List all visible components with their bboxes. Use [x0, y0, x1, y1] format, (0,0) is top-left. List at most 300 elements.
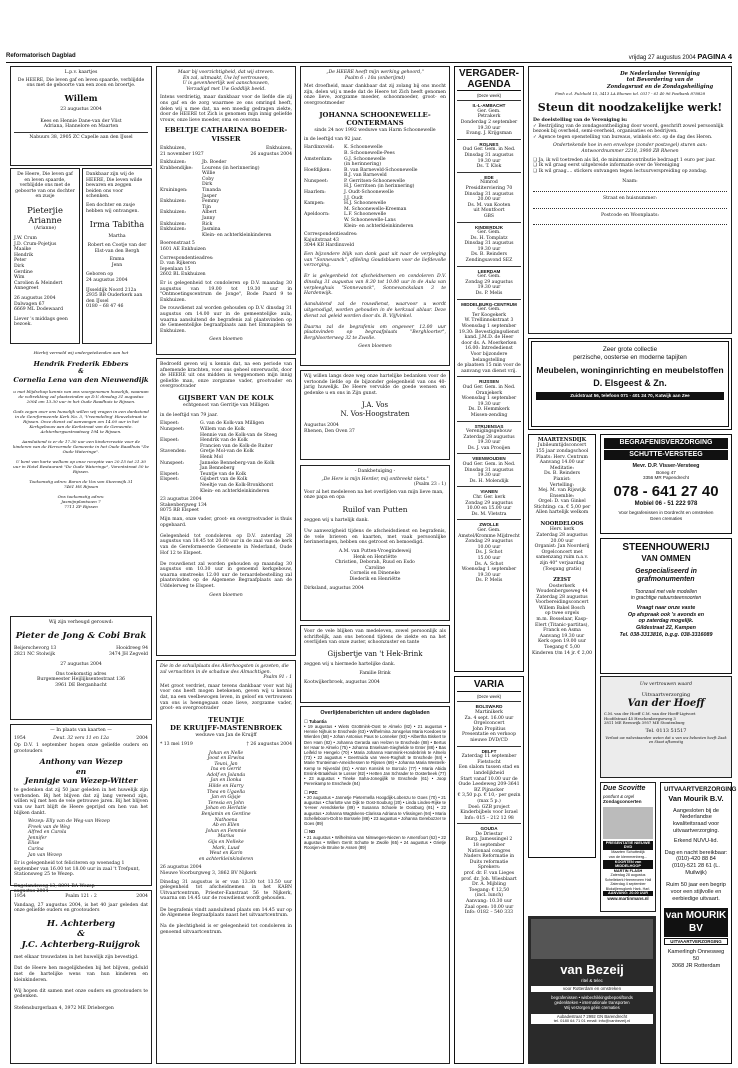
ad-body: De Heere, Die leven gaf en leven spaarde, verblijdde ons met de geboorte van ons dochter en zusje — [15, 172, 75, 200]
family-place: Nunspeet: — [304, 178, 329, 184]
family-member: Jasper — [202, 193, 217, 199]
source-label: ☐ Tubantia — [304, 718, 327, 724]
funeral-info: Een bijzondere blijk van dank gaat uit naar de verpleging van "Sonnevanck", afdeling Goudsblaem voor de liefdevolle verzorging. Er is gelegenheid tot afscheidnemen en condoleren D.V. dinsdag 31 augustus van 8.30 tot 10.00 uur in de Aula van verpleeghuis "Sonnevanck", Sonnevanckslaan 3 te Hardenwijk. Aansluitend zal de rouwdienst, waarvoor u wordt uitgenodigd, worden gehouden in de kerkzaal ablaar. Deze dienst zal geleid worden door ds. B. Vijfvinkel. Daarna zal de begrafenis om ongeveer 12.00 uur plaatsvinden op begraafplaats "Berghloorter", Berghloorterweg 32 te Zwolle. — [304, 252, 446, 341]
family-member: Jb. Boeder — [202, 160, 227, 166]
family-place: Elspeet: — [160, 471, 179, 477]
ad-title: Due Scovitte — [603, 785, 646, 792]
scripture-ref: Deut. 32 vers 11 en 12a — [53, 735, 109, 741]
goal-point: ✓ Agence tegen openstelling van bureaus, winkels etc. op de dag des Heren. — [533, 134, 713, 140]
agenda-entry — [457, 701, 521, 745]
source-label: ☐ ND — [304, 829, 316, 835]
entry-details: Zaterdag 11 september Fietstocht — [461, 754, 517, 765]
event-date: Zaterdag 4 september Blokzijlerrugkerk Hark. Harl. — [605, 882, 651, 891]
deceased-name: EBELTJE CATHARINA BOEDER-VISSER — [164, 126, 288, 143]
child-name: Willem — [64, 92, 98, 103]
address: 23 augustus 2004 Stakenbergweg 134 8075 RB Elspeet — [160, 497, 207, 514]
ad-subtitle: Zondagconcerten — [603, 798, 642, 804]
entry-place: BOLSWARD — [475, 704, 503, 710]
entry-details: De Driestar Burg. Jamessingel 2 18 september Nationaal congres Naders Reformatie in Duits reformatie Sprekers: prof. dr. F. van Lieges prof. dr. Joh. Wiesblaart Dr. A. Mijbling Toegang: € 12,50 (incl. lunch) Aanvang: 10.30 uur Zaal open: 10.00 uur Info: 0182 – 540 333 — [461, 831, 517, 916]
obituary-schoonewelle — [300, 66, 450, 366]
deceased-name: GIJSBERT VAN DE KOLK — [178, 393, 274, 402]
ad-line-2: perzische, oosterse en moderne tapijten — [573, 353, 687, 361]
services: begrafenissen • wisbechikkingsbeposiftonds gedenkteken • internationale transporten Wij verzorgen géén crematies — [551, 994, 633, 1010]
ad-body: Voor al het medeleven na het overlijden van mijn lieve man, onze papa en opa — [304, 489, 444, 501]
scripture-ref: Psalm 121 : 2 — [65, 894, 97, 899]
ampersand: & — [78, 368, 84, 376]
family-place: Elspeet: — [160, 477, 179, 483]
address: Nabuurs 38, 2905 ZC Capelle aan den IJssel — [29, 134, 133, 140]
family-place: Haarlem: — [304, 190, 326, 196]
business-type: Uitvaartverzorging — [641, 691, 691, 698]
anniversary-achterberg — [10, 890, 152, 1064]
obituaries-other-papers — [300, 706, 450, 1064]
family-member: M. Schoonewelle-Kreeman — [344, 206, 407, 212]
couple-names: J.A. Vos N. Vos-Hoogstraten — [340, 401, 410, 418]
family-member: Hennie van de Kolk-van de Steeg — [200, 432, 278, 438]
family-list: Johan en Nelle Joost en Erwina Teuni, Jan Ina en Gerrit Adolf en Jolanda Jan en Ilonka Hilde en Harry Thea en Ugaella Jan en Gijsje Teresia en John Johan en Herlatie Benjamin en Gerdine Nathoena Ab en Ellen Johan en Femmie Marius Gijs en Nelleke Mark, Luud Weut en Karin en achterkleinkinderen — [198, 750, 254, 862]
agenda-entry — [457, 299, 521, 377]
ad-text: Toonzaal met vele modellen in grachtige natuursteensoorten — [630, 589, 702, 602]
siblings: Emma Jenn — [109, 257, 125, 268]
scripture: „De HEERE heeft mijn werking gehoord," Psalm 6 : 10a (onberijmd) — [326, 70, 424, 81]
family-member: Femmy — [202, 199, 219, 205]
varia — [454, 676, 524, 1064]
bride-name: Cornelia Lena van den Nieuwendijk — [13, 375, 149, 384]
family-member: Janny — [202, 216, 216, 222]
family-member: G. van de Kolk-van Milligen — [200, 421, 265, 427]
newspaper-name: Reformatorisch Dagblad — [6, 53, 76, 59]
family-table — [160, 160, 292, 238]
entry-details: Ger. Gem. Amstel/Kromme Mijdrecht Zondag 29 augustus 10.00 uur Ds. J. Schot 15.00 uur Ds. A. Schot Woensdag 1 september 19.30 uur Ds. P. Melis — [458, 528, 520, 584]
entry-details: Ger. Gem. Ter Koogekerk W. Trellinnokstraat 3 Woensdag 1 september 19.30: Bevestigingsdienst kand. J.M.D. de Heer door ds. A. Moerkerken 16.00: Intrededienst Voor bijzondere belangstelling de plaatsen 15 min voor de aanvang van dienst vrij. — [457, 307, 521, 374]
ad-steenhouwerij — [600, 538, 732, 674]
ad-headline: Steun dit noodzakelijke werk! — [537, 100, 723, 114]
ad-body: Intens verdrietig, maar dankbaar voor de liefde die zij ons gaf en de zorg waarmee ze ons omringd heeft, delen wij u mee dat, na een moedig gedragen ziekte, door de HEERE tot Zich is genomen mijn innig geliefde vrouw, onze lieve moeder, oma en overoma — [160, 95, 292, 123]
ad-text: zeggen wij u hiermede hartelijke dank. — [304, 662, 396, 668]
ad-note: — In plaats van kaarten — — [50, 728, 112, 733]
family-member: Rick — [202, 221, 213, 227]
family-member: Teuntje van de Kolk — [200, 471, 246, 477]
membership: Erkend NUVU-lid. — [673, 837, 719, 844]
scripture: Die in de schuilplaats des Allerhoogsten is gezeten, die zal vernachten in de schaduw des Almachtigen. — [160, 664, 289, 675]
ad-elsgeest — [528, 338, 732, 430]
family-place: Enkhuizen: — [160, 160, 187, 166]
family-place: Elspeet: — [160, 438, 179, 444]
ad-body: De HEERE, Die leven gaf en leven spaarde, verblijdde ons met de geboorte van een zoon en broertje. — [17, 77, 145, 89]
family-member: Henk Mol — [200, 455, 223, 460]
start-time: AANVANG: 20.00 UUR — [603, 891, 653, 896]
family-place — [304, 224, 342, 230]
deceased-name: JOHANNA SCHOONEWELLE-CONTERMANS — [319, 110, 431, 127]
ad-contact: Vraagt naar onze vaste Op afspraak ook 's avonds en op zaterdag mogelijk. Gildestraat 22, Kampen Tel. 038-3313816, b.g.g. 038-3316089 — [619, 605, 713, 638]
groom-name: Hendrik Frederik Ebbers — [33, 359, 129, 368]
ad-zondagsrust — [528, 66, 732, 334]
checkbox-info[interactable]: ❏ Ik wil graag eerst uitgebreide informatie over de Vereniging — [533, 163, 680, 169]
family-list: J.W. Crum J.D. Crum-Pojetjus Maaike Hendrik Peter Dirk Gerdine Wim Carolien & Meindert Annegreet — [14, 236, 63, 292]
entry-details: Oud Ger. Gem. in Ned. Dinsdag 31 augustus 19.30 uur Ds. T. Klok — [462, 147, 516, 170]
varia-title: VARIA — [457, 679, 521, 692]
wedding-dejong — [10, 616, 152, 720]
ad-tagline: voor Rotterdam en omstreken — [531, 986, 653, 991]
ad-body: Voor de vele blijken van medeleven, zowel persoonlijk als schriftelijk, aan ons betoond tijdens de ziekte en na het overlijden van onze zuster, schoonzuster en tante — [304, 629, 446, 646]
future-address: Ons toekomstig adres Burgemeester Heijlijksentestraat 136 3961 DE Berganhacht — [37, 671, 125, 689]
family-member: H.J. Schoonewelle — [344, 201, 387, 207]
ad-text: met elkaar trouwdaten in het huwelijk zijn bevestigd. Dat de Heere hen mogelijkheden bij het blijven, geduld met de hartelijke wens van hun kinderen en kleinkinderen. Wij hopen dit samen met onze ouders en grootouders te gedenken. Stefensburgerlaan 4, 3972 ME Driebergen — [14, 955, 148, 1011]
varia-list — [457, 701, 521, 917]
event-info: Jubileumtijdsconcert 155 jaar zondagschool Plaats: Herv. Centrum Aanvang 14.00 uur Meditatie: Ds. B. Reinders Pianist: Vertelling: Mej. M. van Rijswijk Ensemble: Orgel: D. van Ginkel Stichting: ca. € 5,00 per Allen hartelijk welkom — [533, 443, 591, 516]
ad-body: Dankbaar zijn wij de HEERE, Die leven wilde bewaren en zeggen beiden ons voor schenken. — [86, 172, 143, 200]
date-address: 26 augustus 2004 Dalwagen 67 6669 ML Dodewaard — [14, 296, 64, 313]
no-flowers: Geen bloemen — [358, 343, 392, 349]
send-to: Ondertekende hoe in een envelope (zonder postzegel) sturen aan: Antwoordnummer 2218, 3900 ZB Rhenen — [553, 143, 707, 155]
family-member: Gijsbert van de Kolk — [200, 477, 248, 483]
family-member: Hendrik van de Kolk — [200, 438, 248, 444]
event-info: Herv. kerk Zaterdag 28 augustus 20.00 uur Organist: Jan Noorderij Orgelconcert met samenzang ruim n.a.v. zijn 40° verjaardag (Toegang gratis) — [534, 527, 590, 572]
family-place: Elspeet: — [160, 421, 179, 427]
family-member: J.J. Oudt — [344, 195, 363, 201]
thanks-vanputten — [300, 465, 450, 621]
entry-place: STRIJENSAS — [474, 423, 504, 429]
age: in de leeftijd van 79 jaar. — [160, 412, 218, 418]
shop-address: Zuidstraat 56, telefoon 071 - 401 24 70, Katwijk aan Zee — [536, 392, 724, 400]
agenda-entry — [457, 139, 521, 172]
wedding-ebbers — [10, 347, 152, 609]
deceased-name: TEUNTJE DE KRUIJFF-MASTENBROEK — [169, 715, 283, 733]
phone: 078 - 641 27 40 — [613, 482, 719, 500]
agenda-entry — [457, 222, 521, 266]
couple-names: Anthony van Wezep en Jennigje van Wezep-Witter — [24, 757, 138, 785]
family-member: B. Schoonewelle-Pees — [344, 150, 395, 156]
obituary-boeder — [156, 66, 296, 355]
ad-text: zeggen wij u hartelijk dank. Uw aanwezigheid tijdens de afscheidsdienst en begrafenis, de vele brieven en kaarten, met vaak persoonlijke herinneringen, hebben ons getroost en bemoedigd. — [304, 518, 446, 546]
contact-name: Mevr. D.P. Visser-Versteeg — [632, 463, 700, 470]
page-header — [6, 52, 732, 63]
ad-note: Wij zijn verheugd gerouwd: — [48, 620, 114, 625]
obituary-list: • 19 augustus • Wiets Grottmink-Oost te Almelo (82) • 21 augustus • Hennie Nijhuis te Enschede (63) • Wilhelmina Jonsgelus Maria Koedoes te Wierden (58) • Johan Antonius Paus te Lonneker (93) • Albertha Biskert te Den Ham (82) • Johanna Gerarda van Helzen te Enschede (88) • Bertus ter Haar te Almelo (75) • Johanna Enselsam-Sieghelde te Enter (88) • Bas Leifeld te Hengelo (70) • Maria Johanna Hammink-Hondebrink te Almelo (73) • 22 augustus • Geertruida van Veen-Rogholt te Enschede (84) • Marie Trunteiman-Ameichessen te Rijssen (69) • Johanna Maria Westerik-Kemp te Nijverdal (81) • Anton Konsink te Borculo (77) • Maria Abida Ensink-Braakhuis te Losser (82) • Hetten Jan Schrader te Oosterbeek (77) • 23 augustus • Tineke Saha-Jonegijlik te Enschede (61) • Joop Perenkamp te Enschede (84) — [304, 723, 446, 787]
business-subtitle: ritel & telec — [581, 977, 603, 983]
family-member: J. Oudt-Schoonewelle — [344, 190, 394, 196]
birth-announcement-arianne — [10, 168, 80, 344]
field-name[interactable] — [533, 186, 727, 192]
field-city-label: Postcode en Woonplaats: — [600, 212, 659, 218]
business-type: BEGRAFENISVERZORGING — [604, 438, 728, 449]
family-place: Apeldoorn: — [304, 212, 330, 218]
address-1: Beijerschevorg 13 2821 NC Stolwijk — [14, 646, 57, 657]
scripture: „De Here is mijn Herder, mij ontbreekt niets." — [321, 476, 429, 482]
agenda-entry — [457, 486, 521, 519]
year-end: 2004 — [136, 894, 148, 899]
family-member: Tijn — [202, 204, 211, 210]
family-member: Albert — [202, 210, 217, 216]
date-place: Kootwijkerbroek, augustus 2004 — [304, 679, 380, 685]
family-member: W. Schoonewelle-Lans — [344, 218, 396, 224]
entry-place: VIANEN — [480, 489, 498, 495]
birth: Enkhuizen, 21 november 1927 — [160, 145, 204, 157]
entry-place: LEERDAM — [477, 268, 501, 274]
agenda-title: VERGADER- AGENDA — [458, 68, 519, 90]
ad-concerts-dvd — [600, 782, 656, 912]
family-member: L.F. Schoonewelle — [344, 212, 387, 218]
ad-text: te gedenken dat zij 50 jaar geleden in het huwelijk zijn verbonden. Bij het blijven dat zij lang vereend zijn, willen wij met hen de vele getrouwe jaren. Bij het blijven van uw hart blijft de Heere geprijsd om hen van het blijken dankt. — [14, 788, 148, 816]
ad-footer: Voor begrafenissen in Dordrecht en omstreken Geen crematies — [618, 510, 714, 522]
website[interactable]: www.martinmans.nl — [607, 895, 649, 901]
agenda-list — [457, 100, 521, 586]
agenda-entry — [457, 266, 521, 299]
family-place: Stavenden: — [160, 449, 187, 455]
family-member: Francien van de Kolk-de Ruiter — [200, 443, 273, 449]
field-street[interactable] — [533, 203, 727, 209]
business-name: Van der Hoeff — [627, 697, 705, 709]
entry-details: Ger. Gem. Zondag 29 augustus 19.30 uur Ds. P. Melis — [465, 274, 513, 297]
no-flowers: Geen bloemen — [209, 592, 243, 598]
family-place: Enkhuizen: — [160, 227, 187, 233]
scripture-ref: (Psalm 23 : 1) — [413, 482, 446, 488]
obituary-list: • 20 augustus • Jannetje Pietermella Hoogdijk-Lobenzu te Goes (70) • 21 augustus • Charlotte van Dijk te Oost-Souburg (20) • Linda Lindes-Rijke te 's-Heer Arendskerke (89) • Susanna Schoele te Oostburg (91) • 22 augustus • Johanna Wagtskens-Clarissa Adriana te Vlissingen (94) • Maria Schelleboom-Dolt te Borssele (88) • 23 augustus • Johanna Gerebozzer te Goes (89) — [304, 794, 446, 827]
year-start: 1954 — [14, 735, 26, 741]
birth-date: 23 augustus 2004 — [60, 107, 102, 113]
mobile: Mobiel 06 - 51 222 978 — [634, 501, 698, 508]
family-member: G.J. Schoonewelle — [344, 156, 386, 162]
phone: Dag en nacht bereikbaar: (010)-420 88 84 (010)-521 28 61 (L. Muilwijk) — [664, 849, 728, 877]
child-name: Irma Tabitha — [89, 219, 145, 230]
event-place: NOORDELOOS — [540, 521, 584, 528]
birth-announcement-irma — [82, 168, 152, 344]
agenda-entry — [457, 376, 521, 420]
family-place — [160, 233, 200, 239]
checkbox-stickers[interactable]: ❏ Ik wil graag.... stickers ontvangen tegen lectuurverspreiding op zondag. — [533, 168, 708, 174]
field-street-label: Straat en huisnummer: — [603, 196, 657, 201]
address-2: Hooidreeg 94 3474 JH Zegveld — [108, 646, 148, 657]
birth-announcement-willem — [10, 66, 152, 166]
family: Familie Brink — [359, 670, 391, 676]
business-name: VAN OMMEN — [641, 554, 691, 564]
scripture: Maar bij voorzichtigheid, dat wij streven. En zal, uitmaakt, Uw lof vertrouwen, U is gevenheerlijk wel aanschouwen, Verzadigd met Uw Goddlijk beeld. — [177, 70, 275, 92]
family-place: Nunspeet: — [160, 460, 185, 466]
org-name: De Nederlandse Vereniging tot Bevordering van de Zondagsrust en de Zondagsheiliging — [606, 71, 714, 90]
phone: Tel. 0113 51517 — [645, 727, 687, 734]
agenda-entry — [457, 746, 521, 824]
deceased-name: Ruilof van Putten — [342, 504, 408, 514]
goal-label: De doelstelling van de Vereniging is: — [533, 118, 628, 124]
couple-names: Pieter de Jong & Cobi Brak — [15, 630, 147, 641]
ad-tagline: Gespecialiseerd in grafmonumenten — [635, 567, 697, 584]
entry-details: Verenigingsgebouw Zaterdag 28 augustus 19.30 uur Ds. J. van Prooijen — [463, 429, 515, 451]
entry-place: II.-L-AMBACHT — [472, 103, 506, 109]
photo — [531, 919, 653, 959]
family-member: K. Schoonewelle — [344, 145, 383, 151]
entry-place: DELFT — [481, 748, 497, 754]
death: Enkhuizen, 26 augustus 2004 — [250, 145, 292, 157]
family-member: Willem van de Kolk — [200, 427, 245, 433]
ad-body: Vandaag, 27 augustus 2004, is het 40 jaar geleden dat onze geliefde ouders en grootouders — [14, 902, 148, 914]
entry-place: EDE — [484, 174, 494, 180]
family-place: Enkhuizen: — [160, 210, 187, 216]
ad-footer: Er is gelegenheid tot feliciteren op woensdag 1 september van 16.00 tot 18.00 uur in zaal 't Trefpunt, Stationsweg 25 te Wezep. Engelandsweg 13, 8091 BA Wezep augustus 2004 — [14, 861, 140, 895]
agenda-entry — [457, 100, 521, 139]
address: Correspondentieadres: Kajuitstraat 43 3044 KB Hardinxveld — [304, 232, 358, 249]
anniversary-vanwezep — [10, 724, 152, 895]
entry-place: MIDDELBURG-CENTRUM — [461, 301, 517, 307]
ad-text: Een dochter en zusje hebben wij ontvangen. — [86, 202, 139, 214]
page-date: vrijdag 27 augustus 2004 PAGINA 4 — [628, 52, 732, 61]
business-name: Van Mourik B.V. — [668, 793, 724, 803]
family-member: Willie — [202, 171, 216, 177]
widow-of: weduwe van Jan de Kruijff — [195, 733, 257, 739]
event-info: Oosterkerk Woudenbergseweg 44 Zaterdag 28 augustus Voorbereidingsconcert Willem Bakel Bosch op twee orgels m.m. Bosselaar, Kasp-Elert (Titanic-partitas), Franck en Asma Aanvang 19.30 uur Kerk open 19.00 uur Toegang € 5,00 Kinderen t/m 14 jr. € 2,00 — [531, 583, 592, 656]
spouse: echtgenoot van Gerritje van Milligen — [183, 403, 269, 409]
family-member: Lourens (in herinnering) — [202, 165, 260, 171]
goal-point: ✓ Bestrijding van de zondagsontheiliging door woord, geschrift zowel persoonlijk bezoek bij overheid, semi-overheid, organisaties en bedrijven. — [533, 123, 724, 135]
ad-body: Bedroefd geven wij u kennis dat, na een periode van afnemende krachten, voor ons geheel onverwacht, door de HEERE uit ons midden is weggenomen mijn innig geliefde man, onze zorgzame vader, grootvader en overgrootvader — [160, 362, 292, 390]
ad-body: Op D.V. 1 september hopen onze geliefde ouders en grootouders — [14, 743, 148, 754]
photo — [603, 807, 653, 839]
ad-line-3: Meubelen, woninginrichting en meubelstoffen — [536, 364, 724, 375]
address: 26 augustus 2004 Nieuwe Voorburgweg 3, 3862 BV Nijkerk — [160, 865, 257, 876]
address: C.M. van der Hoeff C.M. van der Hoeff-Ligtvoet Hoofdstraat 45 Heschenbergseweg 3 2811 ME Reeuwijk 3957 ME Stoutenburg — [604, 710, 696, 726]
family-member: Klein- en achterkleinkinderen — [200, 488, 270, 494]
widow-of: sinds 24 nov 1992 weduwe van Harm Schoonewelle — [314, 128, 436, 134]
family-list: Wezep: Elly van de Weg-van Wezep Freek van de Weg Alfred en Carola Jennifer Elise Carina Jan van Wezep — [28, 819, 110, 858]
condolence-info: Er is gelegenheid tot condoleren op D.V. maandag 30 augustus van 19.00 tot 19.30 uur in "Ontmoetingscentrum de Jonge", Bode Paard 9 te Enkhuizen. — [160, 280, 292, 303]
family-member: Jan Benneberg — [200, 466, 235, 472]
funeral-info: De rouwdienst zal worden gehouden op D.V. dinsdag 31 augustus om 14.00 uur in de gemeentelijke aula, waarna aansluitend de begrafenis zal plaatsvinden op de Gemeentelijke begraafplaats aan het Emmaplein te Enkhuizen. — [160, 306, 292, 334]
funeral-info: Mijn man, onze vader, groot- en overgrootvader is thuis opgebaard. Gelegenheid tot condoleren op D.V. zaterdag 28 augustus van 18.45 tot 20.00 uur in de zaal van de kerk van de Gereformeerde Gemeente in Nederland, Oude Hof 12 te Elspeet. De rouwdienst zal worden gehouden op maandag 30 augustus om 10.30 uur in genoemd kerkgebouw, waarna omstreeks 12.00 uur de teraardebestelling zal plaatsvinden op de Algemene Begraafplaats aan de Uddelerweg te Elspeet. — [160, 516, 292, 590]
family-member: Klein- en achterkleinkinderen — [202, 232, 272, 238]
ad-tagline: Uw vertrouwen waard — [639, 682, 693, 687]
family-member: Janneke Benneberg-van de Kolk — [200, 460, 275, 466]
entry-place: ROLNES — [479, 141, 499, 147]
couple-names: H. Achterberg & J.C. Achterberg-Ruijgrok — [21, 918, 141, 950]
thanks-brink — [300, 625, 450, 703]
family-table — [160, 421, 292, 494]
family-member: Coby — [202, 176, 214, 182]
ad-body: Wij willen langs deze weg onze hartelijke bedanken voor de vertoonde liefde op de bijzonder gelegenheid van ons 40-jarig huwelijk. De Heere vervulde de goede wensen en gedenke u en ons in Zijn gunst. — [304, 374, 446, 396]
field-name-label: Naam: — [622, 179, 638, 185]
ad-footer: Verlaat uw nabestaanden weten dat u van uw bebesten heeft Zaak en Staat afkomstig — [605, 735, 727, 745]
no-flowers: Geen bloemen — [209, 337, 243, 343]
entry-place: VEENWOUDEN — [472, 456, 506, 462]
agenda-entry — [457, 519, 521, 586]
family-member: B.J. van Barneveld — [344, 173, 387, 179]
ad-vanderhoeff — [600, 676, 732, 778]
business-name: SCHUTTE-VERSTEEG — [604, 450, 728, 461]
family-place: Kampen: — [304, 201, 325, 207]
checkbox-member[interactable]: ❏ Ja, ik wil toetreden als lid, de minimumcontributie bedraagt 1 euro per jaar. — [533, 157, 716, 163]
sibling: Martha — [108, 234, 126, 240]
entry-details: Een slalom tussen stad en landelijkheid Start vanaf 10.00 uur de Oude Leedeweg 209-3641 BZ Pijnacker € 3,50 p.p. € 10,- per gezin (max 5 p.) Doel: GZB project Kinderbijbels voor Israel Info: 015 – 212 12 98 — [457, 765, 521, 821]
ad-vanbezeij — [528, 916, 656, 1064]
business-type: UITVAARTVERZORGING — [664, 786, 737, 793]
thanks-vos — [300, 370, 450, 460]
ad-vanmourik — [660, 782, 737, 1064]
deceased-name: Gijsbertje van 't Hek-Brink — [327, 649, 423, 658]
ad-body: Met droefheid, maar dankbaar dat zij zolang bij ons mocht zijn, delen wij u mede dat de Heere tot Zich heeft genomen onze lieve, zorgzame moeder, schoonmoeder, groot- en overgrootmoeder — [304, 84, 446, 106]
ad-banner: PRESENTATIE NIEUWE DVD — [603, 841, 653, 851]
meeting-agenda — [454, 66, 524, 672]
entry-details: Martinikerk Za. 4 sept. 16.00 uur Orgelconcert John Propitius Presentatie en verkoop nieuwe DVD/CD — [461, 710, 517, 743]
event-date: Zaterdag 28 augustus Schellekerk Heerenveen Hall — [604, 873, 652, 882]
date-place: Dirksland, augustus 2004 — [304, 585, 364, 591]
address: Boerenstraat 5 1601 AE Enkhuizen — [160, 241, 206, 252]
family-member: Jasmina — [202, 227, 221, 233]
family-member: Gretje Mol-van de Kolk — [200, 449, 254, 455]
varia-subtitle: (Deze week) — [476, 694, 502, 700]
org-address: Fimh e.d. Fulcheld 15, 3413 LA Rhenen tel. 0317 - 61 40 96 Postbank 878828 — [554, 91, 706, 97]
entry-details: Ger. Gem. Petrakerk Donderdag 2 september 19.30 uur Evang. J. Krijgsman — [460, 108, 518, 137]
family-member: Tinanda — [202, 188, 221, 194]
entry-place: GOUDA — [480, 826, 498, 832]
entry-details: Nimrod Presiditerviering 70 Dinsdag 31 augustus 20.00 uur Ds. M. van Kooten uit Montfoort GBS — [464, 180, 514, 219]
entry-details: Chr. Ger. kerk Zondag 29 augustus 10.00 en 15.00 uur Ds. M. Vletstra — [465, 495, 513, 517]
family-member: Dirk — [202, 182, 213, 188]
visit-note: Liever 's middags geen bezoek. — [14, 316, 68, 328]
address: Aubadestraat 7 2992 GN Barendrecht — [531, 1014, 653, 1019]
family-place: Hoefdijken: — [304, 167, 332, 173]
family-member: B. van Barneveld-Schoonewelle — [344, 167, 418, 173]
ad-banner: KOORTEN van MIDDELHOOP — [603, 860, 653, 869]
funeral-info: Dinsdag 31 augustus is er van 13.30 tot 13.50 uur gelegenheid tot afscheidnemen in het KABN Uitvaartcentrum, Priester-Eanstraat 56 te Nijkerk, waarna om 14.45 uur de rouwdienst wordt gehouden. De begrafenis vindt aansluitend plaats om 14.45 uur op de Algemene Begraafplaats naast het uitvaartcentrum. Na de plechtigheid is er gelegenheid tot condoleren in genoemd uitvaartcentrum. — [160, 879, 292, 935]
wedding-date: 27 augustus 2004 — [60, 662, 102, 668]
death: † 26 augustus 2004 — [246, 741, 292, 747]
family-member: (in herinnering) — [344, 162, 382, 168]
logo-subtitle: UITVAARTVERZORGING — [664, 938, 728, 945]
birth-date: Geboren op 24 augustus 2004 — [86, 272, 128, 283]
ad-body: u met blijdschap kennis van ons voorgenomen huwelijk, waaraan de voltrekking zal plaatsvinden op D.V. dinsdag 31 augustus 2004 om 13.30 uur in het Oude Raadhuis te Rijssen. Gods zegen over ons huwelijk willen wij vragen in een dankstond in de Gereformeerde Kerk No. 3, 'Vreemdeling' Heuvelstraat te Rijssen. Onze dienst zal aanvangen om 14.00 uur in het Kerkgebouw aan de Kerkstraat van de Gemeente. Achterbergsestraatweg 194 te Rijssen. Aansluitend is er de 17.30 uur een kindercreatie voor de kinderen van de Hervormde Gemeente in het Oude Raadhuis "De Oude Wateringe". U bent van harte welkom op onze receptie van 20.15 tot 21.30 uur in Hotel Restaurant "De Oude Wateringe", Vorentstraat 50 te Rijssen. Toekomstig adres: Baron de Vos van Steenwijk 31 7461 HS Rijssen Ons toekomstig adres: Jasmijnplantsoen 7 7711 ZP Rijssen — [13, 388, 149, 509]
shop-name: D. Elsgeest & Zn. — [593, 378, 667, 389]
entry-details: Oud Ger. Gem. in Ned. Dinsdag 31 augustus 19.30 uur Ds. H. Molendijk — [462, 462, 516, 484]
source-label: ☐ PZC — [304, 789, 318, 795]
scripture-ref: Psalm 91 : 1 — [263, 675, 292, 681]
family-member: H.J. Gerritsen (in herinnering) — [344, 184, 415, 190]
ad-subtitle: pontfunt & orgel — [603, 793, 635, 799]
family-member: Neeltje van de Kolk-Bronkhorst — [200, 482, 274, 488]
agenda-entry — [457, 172, 521, 222]
entry-place: ZWOLLE — [479, 522, 499, 528]
obituary-list: • 21 augustus • Wilhelmina van Nimwegen-Niezen te Amersfoort (62) • 22 augustus • Willem Gerrit Schutte te Zwolle (65) • 24 augustus • Grietje Roosjen-de Bruine te Assen (89) — [304, 834, 446, 850]
contact: tel. 0180 64 71 01 email: info@vanbezeij.nl — [531, 1019, 653, 1024]
family-table — [304, 145, 446, 229]
obituary-dekruijff — [156, 660, 296, 1064]
agenda-entry — [457, 421, 521, 454]
address: Kamerlingh Onnesweg 50 3068 JR Rotterdam — [667, 949, 725, 969]
age: in de leeftijd van 92 jaar. — [304, 136, 362, 142]
family-member: P. Gerritsen-Schoonewelle — [344, 178, 405, 184]
year-end: 2004 — [136, 735, 148, 741]
family-place: Hardinxveld: — [304, 145, 335, 151]
family-place: Enkhuizen: — [160, 199, 187, 205]
ad-note: L.p.v. kaartjes — [64, 70, 98, 75]
family-place: Amsterdam: — [304, 156, 333, 162]
ad-text: Aangesloten bij de Nederlandse kwaliteitsraad voor uitvaartverzorging. — [672, 807, 720, 835]
agenda-entry — [457, 453, 521, 486]
agenda-entry — [457, 823, 521, 918]
family-member: Klein- en achterkleinkinderen — [344, 223, 414, 229]
ad-text: Maarten Schuttedijk van de klemmenberg... — [608, 850, 648, 859]
family-place: Enkhuizen: — [160, 221, 187, 227]
birth: * 13 mei 1919 — [160, 741, 193, 747]
logo: van MOURIK BV — [664, 908, 728, 936]
event-place: MAARTENSDIJK — [537, 437, 587, 443]
entry-place: RIJSSEN — [479, 379, 499, 385]
ad-note: Hierbij vermeld wij ondergetekenden aan het — [33, 350, 129, 355]
family-place: Nunspeet: — [160, 427, 185, 433]
family-place: Kruiningen: — [160, 188, 188, 194]
section-title: Overlijdensberichten uit andere dagbladen — [320, 710, 430, 716]
ad-schutte-versteeg — [600, 434, 732, 534]
parents: Kees en Hennie Dane-van der Vlist Adriana, Hannelore en Maarten — [40, 118, 122, 130]
ad-text: MARTIN FLASH — [613, 868, 643, 873]
field-city[interactable] — [533, 219, 727, 225]
